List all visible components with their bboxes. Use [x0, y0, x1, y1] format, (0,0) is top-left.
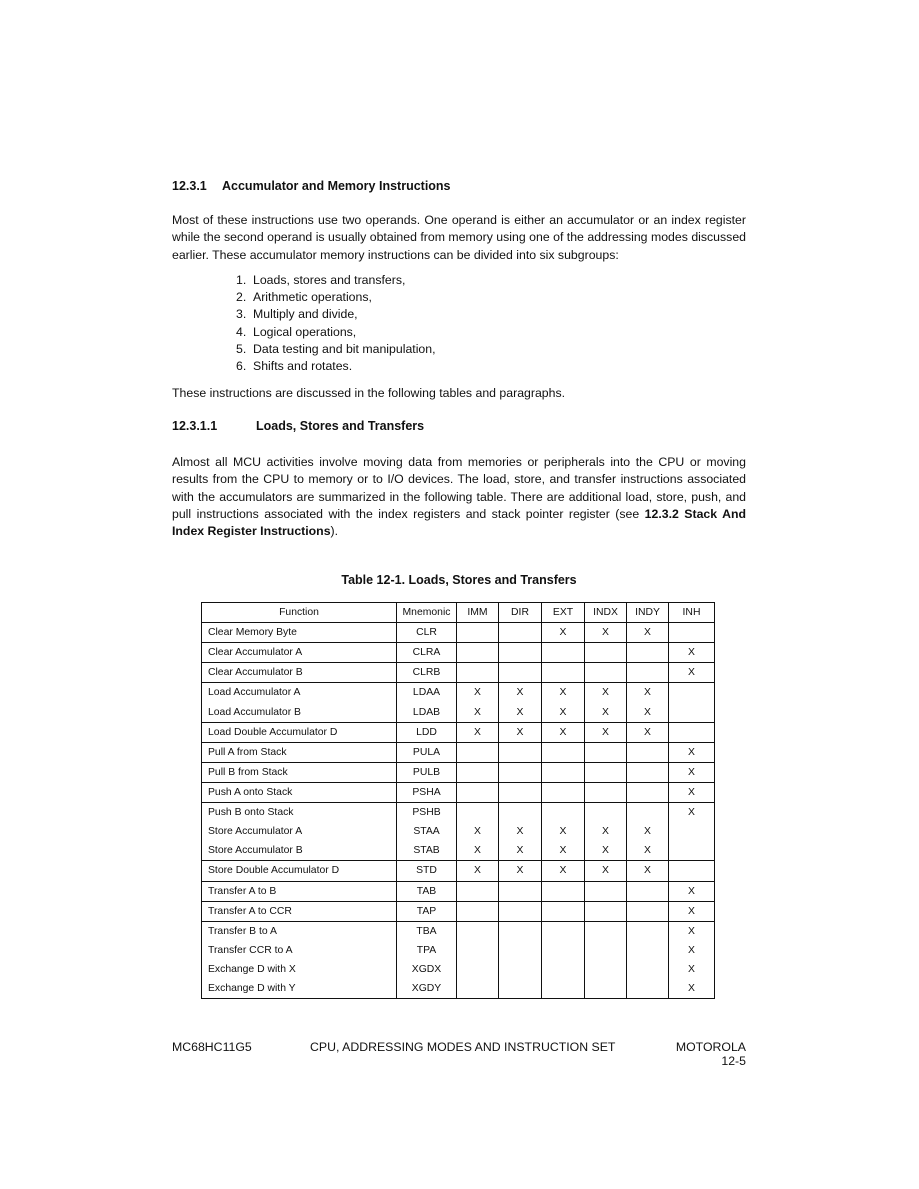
mode-cell: X [627, 841, 669, 861]
table-row [202, 782, 715, 802]
mode-cell: X [669, 803, 715, 823]
list-item-text: Multiply and divide, [253, 307, 358, 322]
mode-cell [457, 742, 499, 762]
function-cell: Clear Accumulator B [202, 663, 397, 683]
mode-cell [542, 921, 585, 941]
table-row [202, 623, 715, 643]
mode-cell [542, 960, 585, 979]
mode-cell [542, 881, 585, 901]
body-end: ). [330, 524, 339, 539]
mode-cell [627, 901, 669, 921]
mode-cell [585, 663, 627, 683]
mode-cell [585, 979, 627, 999]
subgroup-list [236, 272, 436, 375]
mode-cell [499, 643, 542, 663]
mode-cell [669, 841, 715, 861]
mnemonic-cell: TBA [397, 921, 457, 941]
table-row [202, 861, 715, 881]
cross-reference-link[interactable]: 12.3.2 Stack And Index Register Instructions [172, 506, 746, 539]
column-header: INH [669, 603, 715, 623]
mode-cell: X [457, 841, 499, 861]
mode-cell [585, 941, 627, 960]
mode-cell: X [585, 841, 627, 861]
mode-cell: X [542, 822, 585, 841]
function-cell: Clear Accumulator A [202, 643, 397, 663]
list-item-text: Loads, stores and transfers, [253, 273, 406, 287]
mode-cell [499, 881, 542, 901]
mode-cell: X [542, 722, 585, 742]
mode-cell [457, 762, 499, 782]
mode-cell: X [669, 901, 715, 921]
after-list-paragraph: These instructions are discussed in the following tables and paragraphs. [172, 386, 566, 400]
mode-cell [457, 643, 499, 663]
mode-cell: X [457, 861, 499, 881]
mnemonic-cell: PSHB [397, 803, 457, 823]
mode-cell [499, 960, 542, 979]
mnemonic-cell: LDAA [397, 683, 457, 703]
mnemonic-cell: TPA [397, 941, 457, 960]
mode-cell [669, 722, 715, 742]
mode-cell [627, 881, 669, 901]
mode-cell [542, 901, 585, 921]
table-row [202, 901, 715, 921]
mode-cell: X [499, 861, 542, 881]
function-cell: Store Accumulator B [202, 841, 397, 861]
mode-cell [499, 663, 542, 683]
mode-cell [542, 663, 585, 683]
mode-cell: X [542, 683, 585, 703]
mode-cell [457, 803, 499, 823]
mode-cell [669, 703, 715, 723]
list-item-text: Arithmetic operations, [253, 290, 372, 305]
mode-cell: X [669, 663, 715, 683]
mode-cell [499, 742, 542, 762]
intro-paragraph: Most of these instructions use two operands. One operand is either an accumulator or an index register while the second operand is usually obtained from memory using one of the addressing modes discussed earlier. These accumulator memory instructions can be divided into six subgroups: [172, 213, 746, 262]
mode-cell [542, 742, 585, 762]
mnemonic-cell: PULB [397, 762, 457, 782]
mode-cell [499, 901, 542, 921]
mode-cell [457, 921, 499, 941]
table-row [202, 979, 715, 999]
mode-cell: X [627, 722, 669, 742]
mode-cell: X [499, 822, 542, 841]
list-item-number: 4. [236, 324, 247, 339]
column-header: INDY [627, 603, 669, 623]
mode-cell [457, 901, 499, 921]
list-item [236, 324, 436, 341]
mode-cell [457, 663, 499, 683]
mode-cell [669, 683, 715, 703]
mode-cell [585, 960, 627, 979]
mnemonic-cell: CLRA [397, 643, 457, 663]
mode-cell [585, 643, 627, 663]
mode-cell: X [669, 941, 715, 960]
function-cell: Push B onto Stack [202, 803, 397, 823]
mode-cell [542, 782, 585, 802]
body-paragraph [172, 454, 746, 540]
mode-cell: X [585, 683, 627, 703]
table-row [202, 881, 715, 901]
mode-cell: X [669, 979, 715, 999]
mode-cell: X [585, 722, 627, 742]
body-text: Almost all MCU activities involve moving data from memories or peripherals into the CPU or moving results from the CPU to memory or to I/O devices. The load, store, and transfer instructions associated with the accumulators are summarized in the following table. There are additional load, store, push, and pull instructions associated with the index registers and stack pointer register (see [172, 455, 746, 521]
mode-cell: X [669, 643, 715, 663]
mode-cell [542, 762, 585, 782]
mnemonic-cell: STD [397, 861, 457, 881]
mode-cell [627, 803, 669, 823]
mode-cell [585, 742, 627, 762]
table-row [202, 643, 715, 663]
table-row [202, 742, 715, 762]
list-item [236, 272, 436, 289]
function-cell: Push A onto Stack [202, 782, 397, 802]
mnemonic-cell: LDAB [397, 703, 457, 723]
mnemonic-cell: XGDX [397, 960, 457, 979]
mode-cell [669, 623, 715, 643]
mode-cell [542, 803, 585, 823]
mode-cell [542, 941, 585, 960]
function-cell: Store Accumulator A [202, 822, 397, 841]
mode-cell [585, 921, 627, 941]
mnemonic-cell: STAA [397, 822, 457, 841]
mode-cell [499, 782, 542, 802]
table-row [202, 703, 715, 723]
mode-cell [499, 623, 542, 643]
list-item-text: Data testing and bit manipulation, [253, 341, 436, 356]
mode-cell [457, 941, 499, 960]
mode-cell: X [669, 782, 715, 802]
mode-cell: X [542, 703, 585, 723]
mode-cell [627, 742, 669, 762]
function-cell: Transfer B to A [202, 921, 397, 941]
list-item-number: 2. [236, 290, 247, 305]
footer-brand [600, 1040, 746, 1068]
subsection-heading [172, 419, 424, 433]
mnemonic-cell: PULA [397, 742, 457, 762]
mode-cell [457, 881, 499, 901]
list-item-text: Shifts and rotates. [253, 359, 353, 374]
mode-cell [585, 782, 627, 802]
table-row [202, 941, 715, 960]
section-title: Accumulator and Memory Instructions [222, 179, 451, 193]
mode-cell [627, 960, 669, 979]
mnemonic-cell: CLRB [397, 663, 457, 683]
function-cell: Transfer CCR to A [202, 941, 397, 960]
table-row [202, 841, 715, 861]
mode-cell [627, 782, 669, 802]
mode-cell: X [669, 742, 715, 762]
table-header-row [202, 603, 715, 623]
mode-cell [627, 941, 669, 960]
mode-cell: X [627, 703, 669, 723]
mnemonic-cell: TAB [397, 881, 457, 901]
list-item [236, 306, 436, 323]
mnemonic-cell: CLR [397, 623, 457, 643]
function-cell: Transfer A to B [202, 881, 397, 901]
mode-cell: X [542, 623, 585, 643]
mode-cell [499, 921, 542, 941]
mode-cell: X [669, 921, 715, 941]
mode-cell: X [627, 683, 669, 703]
mode-cell: X [499, 703, 542, 723]
table-row [202, 722, 715, 742]
function-cell: Exchange D with Y [202, 979, 397, 999]
mode-cell [585, 881, 627, 901]
list-item [236, 341, 436, 358]
mode-cell [627, 979, 669, 999]
instruction-table [201, 602, 715, 999]
function-cell: Pull B from Stack [202, 762, 397, 782]
function-cell: Exchange D with X [202, 960, 397, 979]
mode-cell [585, 803, 627, 823]
mode-cell [627, 643, 669, 663]
function-cell: Load Double Accumulator D [202, 722, 397, 742]
mnemonic-cell: XGDY [397, 979, 457, 999]
function-cell: Pull A from Stack [202, 742, 397, 762]
function-cell: Clear Memory Byte [202, 623, 397, 643]
mnemonic-cell: LDD [397, 722, 457, 742]
table-row [202, 663, 715, 683]
mode-cell [627, 921, 669, 941]
mode-cell: X [627, 822, 669, 841]
footer-company: MOTOROLA [675, 1040, 746, 1054]
table-row [202, 822, 715, 841]
function-cell: Transfer A to CCR [202, 901, 397, 921]
mode-cell: X [669, 881, 715, 901]
mode-cell [457, 623, 499, 643]
column-header: Function [202, 603, 397, 623]
mnemonic-cell: TAP [397, 901, 457, 921]
mode-cell [457, 979, 499, 999]
mode-cell: X [457, 683, 499, 703]
list-item-number: 1. [236, 273, 247, 287]
mode-cell: X [499, 841, 542, 861]
mode-cell: X [669, 960, 715, 979]
mode-cell [669, 822, 715, 841]
mode-cell: X [669, 762, 715, 782]
column-header: Mnemonic [397, 603, 457, 623]
mode-cell [585, 762, 627, 782]
mode-cell: X [585, 861, 627, 881]
footer-chapter-title: CPU, ADDRESSING MODES AND INSTRUCTION SET [310, 1040, 616, 1054]
mode-cell: X [585, 822, 627, 841]
mode-cell: X [457, 722, 499, 742]
section-number: 12.3.1 [172, 179, 207, 193]
mode-cell: X [542, 841, 585, 861]
mode-cell: X [499, 683, 542, 703]
table-row [202, 803, 715, 823]
subsection-title: Loads, Stores and Transfers [256, 419, 425, 433]
list-item-number: 6. [236, 359, 247, 374]
table-row [202, 683, 715, 703]
table-row [202, 762, 715, 782]
function-cell: Load Accumulator A [202, 683, 397, 703]
list-item [236, 358, 436, 375]
footer-page-number: 12-5 [721, 1054, 746, 1068]
mode-cell [499, 803, 542, 823]
function-cell: Load Accumulator B [202, 703, 397, 723]
mode-cell: X [542, 861, 585, 881]
column-header: EXT [542, 603, 585, 623]
mode-cell [627, 663, 669, 683]
mode-cell [542, 979, 585, 999]
table-caption: Table 12-1. Loads, Stores and Transfers [341, 573, 577, 587]
mode-cell [457, 960, 499, 979]
mode-cell [457, 782, 499, 802]
function-cell: Store Double Accumulator D [202, 861, 397, 881]
mode-cell: X [457, 822, 499, 841]
column-header: INDX [585, 603, 627, 623]
subsection-number: 12.3.1.1 [172, 419, 218, 433]
mode-cell [585, 901, 627, 921]
mode-cell: X [585, 703, 627, 723]
mode-cell: X [627, 623, 669, 643]
mode-cell [499, 941, 542, 960]
mode-cell: X [585, 623, 627, 643]
mnemonic-cell: PSHA [397, 782, 457, 802]
list-item [236, 289, 436, 306]
list-item-number: 3. [236, 307, 247, 322]
mode-cell [542, 643, 585, 663]
mode-cell [499, 979, 542, 999]
mode-cell: X [499, 722, 542, 742]
mode-cell [499, 762, 542, 782]
footer-doc-id: MC68HC11G5 [172, 1040, 252, 1054]
section-heading [172, 179, 451, 193]
list-item-text: Logical operations, [253, 324, 357, 339]
table-row [202, 960, 715, 979]
mode-cell [627, 762, 669, 782]
column-header: IMM [457, 603, 499, 623]
list-item-number: 5. [236, 341, 247, 356]
mode-cell [669, 861, 715, 881]
table-row [202, 921, 715, 941]
mnemonic-cell: STAB [397, 841, 457, 861]
column-header: DIR [499, 603, 542, 623]
mode-cell: X [457, 703, 499, 723]
mode-cell: X [627, 861, 669, 881]
